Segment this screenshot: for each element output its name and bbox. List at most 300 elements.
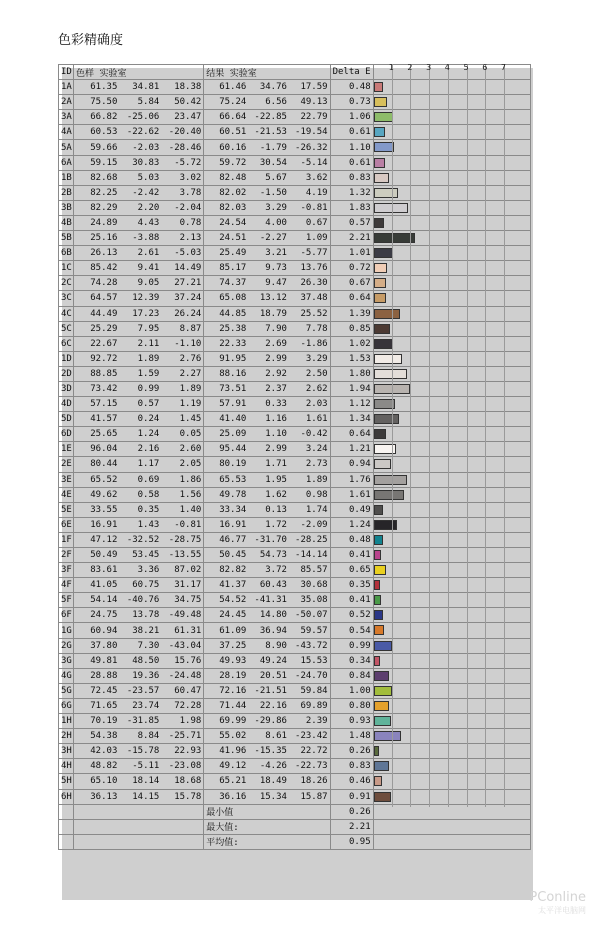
lab-a: 1.95 <box>265 474 287 485</box>
cell-sample-lab <box>74 95 204 110</box>
lab-b: 3.78 <box>179 187 202 198</box>
cell-sample-lab <box>74 185 204 200</box>
cell-result-lab <box>204 668 330 683</box>
cell-result-lab <box>204 351 330 366</box>
lab-b: 18.26 <box>300 776 328 787</box>
cell-delta-e: 1.32 <box>330 185 373 200</box>
lab-a: 18.14 <box>132 776 160 787</box>
lab-l: 88.85 <box>90 368 118 379</box>
axis-gridline <box>504 64 505 807</box>
lab-a: -25.06 <box>126 112 160 123</box>
cell-result-lab <box>204 200 330 215</box>
lab-l: 42.03 <box>90 746 118 757</box>
lab-l: 75.50 <box>90 97 118 108</box>
cell-sample-lab <box>74 140 204 155</box>
lab-l: 24.75 <box>90 610 118 621</box>
cell-bar <box>373 487 530 502</box>
cell-delta-e: 1.21 <box>330 442 373 457</box>
delta-e-bar <box>374 218 385 228</box>
lab-l: 73.42 <box>90 384 118 395</box>
cell-delta-e: 1.39 <box>330 306 373 321</box>
lab-b: 25.52 <box>300 308 328 319</box>
cell-bar <box>373 427 530 442</box>
cell-sample-lab <box>74 231 204 246</box>
cell-id: 3D <box>59 381 74 396</box>
cell-result-lab <box>204 276 330 291</box>
lab-l: 82.29 <box>90 202 118 213</box>
cell-sample-lab <box>74 261 204 276</box>
cell-sample-lab <box>74 321 204 336</box>
table-row <box>59 427 531 442</box>
cell-id: 6D <box>59 427 74 442</box>
table-row <box>59 502 531 517</box>
lab-a: 6.56 <box>265 97 287 108</box>
cell-result-lab <box>204 442 330 457</box>
lab-b: 49.13 <box>300 97 328 108</box>
cell-id: 3C <box>59 291 74 306</box>
cell-result-lab <box>204 532 330 547</box>
axis-tick-label: 5 <box>463 63 469 72</box>
lab-a: 8.84 <box>137 731 160 742</box>
lab-a: -15.35 <box>254 746 287 757</box>
lab-l: 69.99 <box>219 716 247 727</box>
lab-a: 34.76 <box>259 82 287 93</box>
cell-id: 1C <box>59 261 74 276</box>
cell-bar <box>373 95 530 110</box>
cell-sample-lab <box>74 698 204 713</box>
cell-id: 2E <box>59 457 74 472</box>
cell-result-lab <box>204 774 330 789</box>
delta-e-bar <box>374 475 407 485</box>
lab-a: 2.20 <box>137 202 160 213</box>
cell-delta-e: 0.46 <box>330 774 373 789</box>
axis-gridline <box>467 64 468 807</box>
table-row <box>59 457 531 472</box>
delta-e-bar <box>374 233 415 243</box>
lab-l: 61.09 <box>219 625 247 636</box>
lab-b: -50.07 <box>295 610 328 621</box>
cell-result-lab <box>204 366 330 381</box>
cell-bar <box>373 155 530 170</box>
cell-bar <box>373 200 530 215</box>
lab-a: 9.05 <box>137 278 160 289</box>
lab-l: 25.49 <box>219 248 247 259</box>
cell-sample-lab <box>74 397 204 412</box>
lab-b: 1.40 <box>179 504 202 515</box>
table-row <box>59 336 531 351</box>
lab-b: 0.98 <box>305 489 328 500</box>
cell-sample-lab <box>74 593 204 608</box>
cell-delta-e: 1.06 <box>330 110 373 125</box>
delta-e-bar <box>374 324 390 334</box>
table-row <box>59 110 531 125</box>
watermark-sub: 太平洋电脑网 <box>538 906 586 915</box>
delta-e-bar <box>374 716 391 726</box>
summary-label: 最小值 <box>204 804 330 819</box>
lab-a: 5.67 <box>265 172 287 183</box>
cell-bar <box>373 608 530 623</box>
table-row <box>59 276 531 291</box>
delta-e-bar <box>374 761 390 771</box>
lab-b: -43.04 <box>168 640 202 651</box>
lab-l: 25.09 <box>219 429 247 440</box>
cell-result-lab <box>204 457 330 472</box>
delta-e-bar <box>374 459 392 469</box>
table-row <box>59 698 531 713</box>
lab-b: 3.62 <box>305 172 328 183</box>
table-row <box>59 774 531 789</box>
cell-delta-e: 0.48 <box>330 80 373 95</box>
lab-a: 1.24 <box>137 429 160 440</box>
delta-e-bar <box>374 278 387 288</box>
lab-a: 2.99 <box>265 353 287 364</box>
summary-value: 2.21 <box>330 819 373 834</box>
lab-a: 1.59 <box>137 368 160 379</box>
lab-l: 55.02 <box>219 731 247 742</box>
cell-delta-e: 0.73 <box>330 95 373 110</box>
cell-sample-lab <box>74 487 204 502</box>
lab-b: 72.28 <box>174 700 202 711</box>
cell-sample-lab <box>74 714 204 729</box>
lab-b: 17.59 <box>300 82 328 93</box>
cell-bar <box>373 110 530 125</box>
cell-id: 5D <box>59 412 74 427</box>
lab-a: 2.16 <box>137 444 160 455</box>
color-accuracy-table <box>58 64 531 850</box>
cell-sample-lab <box>74 110 204 125</box>
cell-id: 6E <box>59 517 74 532</box>
lab-a: 12.39 <box>132 293 160 304</box>
lab-a: 1.72 <box>265 519 287 530</box>
lab-a: -21.51 <box>254 685 287 696</box>
cell-delta-e: 0.49 <box>330 502 373 517</box>
lab-b: 2.73 <box>305 459 328 470</box>
cell-delta-e: 0.93 <box>330 714 373 729</box>
lab-a: 60.75 <box>132 580 160 591</box>
lab-b: 1.89 <box>305 474 328 485</box>
table-row <box>59 532 531 547</box>
lab-b: -1.10 <box>174 338 202 349</box>
delta-e-bar <box>374 112 394 122</box>
table-row <box>59 397 531 412</box>
lab-a: 49.24 <box>259 655 287 666</box>
lab-b: 7.78 <box>305 323 328 334</box>
delta-e-bar <box>374 505 383 515</box>
lab-a: 7.95 <box>137 323 160 334</box>
cell-delta-e: 0.61 <box>330 125 373 140</box>
lab-a: -22.62 <box>126 127 160 138</box>
lab-a: 36.94 <box>259 625 287 636</box>
cell-sample-lab <box>74 381 204 396</box>
lab-a: 0.24 <box>137 414 160 425</box>
cell-id: 1A <box>59 80 74 95</box>
lab-a: -40.76 <box>126 595 160 606</box>
lab-a: -29.86 <box>254 716 287 727</box>
lab-l: 65.10 <box>90 776 118 787</box>
cell-id: 6C <box>59 336 74 351</box>
cell-sample-lab <box>74 759 204 774</box>
cell-delta-e: 0.85 <box>330 321 373 336</box>
lab-a: 2.11 <box>137 338 160 349</box>
cell-result-lab <box>204 306 330 321</box>
cell-result-lab <box>204 487 330 502</box>
summary-row <box>59 834 531 849</box>
delta-e-bar <box>374 731 402 741</box>
lab-a: 19.36 <box>132 670 160 681</box>
lab-l: 60.16 <box>219 142 247 153</box>
table-header-row <box>59 65 531 80</box>
lab-b: 3.29 <box>305 353 328 364</box>
lab-l: 57.91 <box>219 399 247 410</box>
lab-l: 16.91 <box>90 519 118 530</box>
cell-bar <box>373 683 530 698</box>
lab-a: 7.90 <box>265 323 287 334</box>
lab-l: 24.45 <box>219 610 247 621</box>
cell-sample-lab <box>74 366 204 381</box>
lab-b: 2.76 <box>179 353 202 364</box>
delta-e-bar <box>374 565 386 575</box>
lab-b: 87.02 <box>174 565 202 576</box>
lab-a: -2.27 <box>259 233 287 244</box>
lab-l: 16.91 <box>219 519 247 530</box>
header-axis <box>373 65 530 80</box>
lab-a: 13.12 <box>259 293 287 304</box>
lab-b: -20.40 <box>168 127 202 138</box>
cell-result-lab <box>204 80 330 95</box>
lab-l: 71.65 <box>90 700 118 711</box>
lab-l: 28.19 <box>219 670 247 681</box>
lab-l: 49.93 <box>219 655 247 666</box>
lab-l: 59.66 <box>90 142 118 153</box>
lab-b: 3.02 <box>179 172 202 183</box>
lab-a: 34.81 <box>132 82 160 93</box>
delta-e-bar <box>374 701 389 711</box>
delta-e-bar <box>374 580 381 590</box>
summary-row <box>59 804 531 819</box>
lab-a: 22.16 <box>259 700 287 711</box>
lab-a: 20.51 <box>259 670 287 681</box>
lab-l: 80.44 <box>90 459 118 470</box>
delta-e-bar <box>374 656 380 666</box>
lab-b: -25.71 <box>168 731 202 742</box>
lab-l: 96.04 <box>90 444 118 455</box>
lab-a: 1.43 <box>137 519 160 530</box>
cell-result-lab <box>204 412 330 427</box>
cell-result-lab <box>204 336 330 351</box>
lab-l: 28.88 <box>90 670 118 681</box>
cell-bar <box>373 80 530 95</box>
cell-bar <box>373 140 530 155</box>
cell-delta-e: 1.02 <box>330 336 373 351</box>
delta-e-bar <box>374 248 393 258</box>
cell-delta-e: 0.94 <box>330 457 373 472</box>
lab-a: -23.57 <box>126 685 160 696</box>
cell-result-lab <box>204 638 330 653</box>
lab-a: -1.79 <box>259 142 287 153</box>
lab-b: 85.57 <box>300 565 328 576</box>
cell-id: 1H <box>59 714 74 729</box>
cell-bar <box>373 381 530 396</box>
lab-l: 44.85 <box>219 308 247 319</box>
lab-l: 25.38 <box>219 323 247 334</box>
lab-l: 66.82 <box>90 112 118 123</box>
lab-b: -5.03 <box>174 248 202 259</box>
header-delta-e: Delta E <box>330 65 373 80</box>
lab-a: 23.74 <box>132 700 160 711</box>
lab-a: -1.50 <box>259 187 287 198</box>
cell-sample-lab <box>74 457 204 472</box>
lab-b: 23.47 <box>174 112 202 123</box>
cell-bar <box>373 729 530 744</box>
delta-e-bar <box>374 188 399 198</box>
lab-a: 0.13 <box>265 504 287 515</box>
table-row <box>59 125 531 140</box>
lab-b: 37.24 <box>174 293 202 304</box>
table-row <box>59 683 531 698</box>
summary-value: 0.95 <box>330 834 373 849</box>
cell-result-lab <box>204 593 330 608</box>
cell-id: 3A <box>59 110 74 125</box>
lab-b: -24.70 <box>295 670 328 681</box>
cell-bar <box>373 261 530 276</box>
table-row <box>59 80 531 95</box>
cell-delta-e: 0.41 <box>330 593 373 608</box>
lab-l: 49.78 <box>219 489 247 500</box>
lab-b: -2.09 <box>300 519 328 530</box>
lab-a: 2.92 <box>265 368 287 379</box>
cell-id: 3G <box>59 653 74 668</box>
cell-bar <box>373 759 530 774</box>
lab-l: 82.25 <box>90 187 118 198</box>
lab-l: 60.51 <box>219 127 247 138</box>
lab-b: 22.79 <box>300 112 328 123</box>
cell-id: 1F <box>59 532 74 547</box>
lab-l: 49.62 <box>90 489 118 500</box>
delta-e-bar <box>374 746 379 756</box>
lab-b: 2.50 <box>305 368 328 379</box>
lab-l: 82.68 <box>90 172 118 183</box>
lab-a: 1.17 <box>137 459 160 470</box>
lab-a: 2.61 <box>137 248 160 259</box>
lab-b: -1.86 <box>300 338 328 349</box>
header-id: ID <box>59 65 74 80</box>
lab-l: 75.24 <box>219 97 247 108</box>
delta-e-bar <box>374 263 387 273</box>
cell-delta-e: 1.01 <box>330 246 373 261</box>
cell-delta-e: 1.53 <box>330 351 373 366</box>
lab-l: 50.45 <box>219 550 247 561</box>
cell-id: 3F <box>59 563 74 578</box>
axis-gridline <box>392 64 393 807</box>
lab-l: 57.15 <box>90 399 118 410</box>
table-row <box>59 442 531 457</box>
cell-id: 2H <box>59 729 74 744</box>
lab-b: 35.08 <box>300 595 328 606</box>
cell-result-lab <box>204 170 330 185</box>
axis-gridline <box>410 64 411 807</box>
table-row <box>59 744 531 759</box>
cell-delta-e: 0.35 <box>330 578 373 593</box>
cell-id: 4G <box>59 668 74 683</box>
cell-id: 6G <box>59 698 74 713</box>
delta-e-bar <box>374 158 385 168</box>
lab-b: 69.89 <box>300 700 328 711</box>
axis-tick-label: 6 <box>482 63 488 72</box>
lab-a: 0.35 <box>137 504 160 515</box>
lab-l: 82.48 <box>219 172 247 183</box>
table-row <box>59 200 531 215</box>
cell-bar <box>373 774 530 789</box>
lab-a: -2.42 <box>132 187 160 198</box>
lab-a: 3.36 <box>137 565 160 576</box>
cell-delta-e: 0.48 <box>330 532 373 547</box>
lab-l: 46.77 <box>219 534 247 545</box>
delta-e-bar <box>374 490 404 500</box>
lab-l: 95.44 <box>219 444 247 455</box>
lab-b: 1.98 <box>179 716 202 727</box>
cell-delta-e: 1.83 <box>330 200 373 215</box>
lab-a: 5.03 <box>137 172 160 183</box>
lab-l: 41.37 <box>219 580 247 591</box>
table-row <box>59 472 531 487</box>
delta-e-bar <box>374 535 383 545</box>
lab-l: 41.57 <box>90 414 118 425</box>
cell-bar <box>373 351 530 366</box>
lab-a: 1.71 <box>265 459 287 470</box>
lab-a: 30.54 <box>259 157 287 168</box>
lab-a: 2.69 <box>265 338 287 349</box>
summary-row <box>59 819 531 834</box>
cell-delta-e: 0.80 <box>330 698 373 713</box>
table-row <box>59 608 531 623</box>
lab-a: 4.43 <box>137 217 160 228</box>
lab-l: 59.72 <box>219 157 247 168</box>
lab-l: 72.45 <box>90 685 118 696</box>
cell-bar <box>373 170 530 185</box>
cell-sample-lab <box>74 532 204 547</box>
lab-b: 60.47 <box>174 685 202 696</box>
lab-b: 4.19 <box>305 187 328 198</box>
cell-delta-e: 1.61 <box>330 487 373 502</box>
lab-l: 22.33 <box>219 338 247 349</box>
lab-a: 9.41 <box>137 263 160 274</box>
lab-l: 24.51 <box>219 233 247 244</box>
cell-sample-lab <box>74 683 204 698</box>
cell-id: 3E <box>59 472 74 487</box>
lab-b: -28.25 <box>295 534 328 545</box>
lab-l: 65.21 <box>219 776 247 787</box>
lab-b: 18.68 <box>174 776 202 787</box>
table-row <box>59 95 531 110</box>
lab-a: 8.90 <box>265 640 287 651</box>
lab-l: 65.52 <box>90 474 118 485</box>
cell-delta-e: 0.83 <box>330 170 373 185</box>
cell-sample-lab <box>74 563 204 578</box>
cell-bar <box>373 215 530 230</box>
cell-sample-lab <box>74 80 204 95</box>
lab-a: -31.85 <box>126 716 160 727</box>
cell-bar <box>373 412 530 427</box>
lab-b: -24.48 <box>168 670 202 681</box>
cell-sample-lab <box>74 442 204 457</box>
cell-sample-lab <box>74 578 204 593</box>
lab-b: 15.78 <box>174 791 202 802</box>
lab-a: 53.45 <box>132 550 160 561</box>
lab-l: 44.49 <box>90 308 118 319</box>
cell-delta-e: 0.83 <box>330 759 373 774</box>
cell-result-lab <box>204 563 330 578</box>
delta-e-bar <box>374 641 393 651</box>
